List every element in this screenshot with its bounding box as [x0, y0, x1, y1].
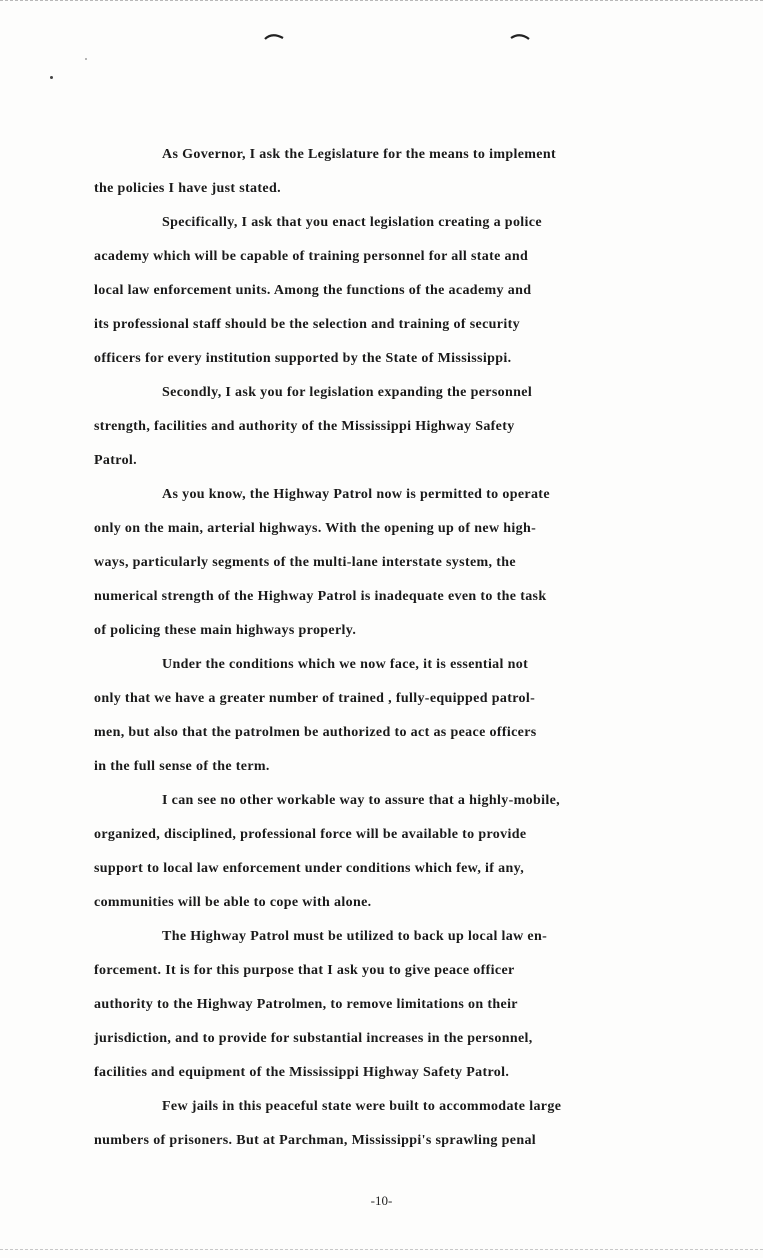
text-line: its professional staff should be the selection and training of security — [94, 317, 520, 332]
scan-bottom-border — [0, 1249, 763, 1250]
text-line: authority to the Highway Patrolmen, to remove limitations on their — [94, 997, 518, 1012]
text-line: local law enforcement units. Among the functions of the academy and — [94, 283, 532, 298]
text-line: As Governor, I ask the Legislature for the means to implement — [162, 147, 557, 162]
text-line: academy which will be capable of training personnel for all state and — [94, 249, 529, 264]
text-line: numbers of prisoners. But at Parchman, Mississippi's sprawling penal — [94, 1133, 537, 1148]
scan-top-border — [0, 0, 763, 1]
text-line: support to local law enforcement under conditions which few, if any, — [94, 861, 525, 876]
text-line: forcement. It is for this purpose that I ask you to give peace officer — [94, 963, 515, 978]
text-line: I can see no other workable way to assure that a highly-mobile, — [162, 793, 560, 808]
text-line: strength, facilities and authority of the Mississippi Highway Safety — [94, 419, 515, 434]
text-line: of policing these main highways properly. — [94, 623, 357, 638]
scan-speck — [85, 58, 87, 60]
text-line: facilities and equipment of the Mississippi Highway Safety Patrol. — [94, 1065, 510, 1080]
text-line: The Highway Patrol must be utilized to back up local law en- — [162, 929, 548, 944]
text-line: in the full sense of the term. — [94, 759, 270, 774]
paragraph — [94, 481, 654, 651]
paragraph — [94, 787, 654, 923]
binding-mark-left — [264, 31, 284, 41]
text-line: only that we have a greater number of trained , fully-equipped patrol- — [94, 691, 536, 706]
binding-mark-right — [510, 31, 530, 41]
text-line: Secondly, I ask you for legislation expanding the personnel — [162, 385, 533, 400]
text-line: numerical strength of the Highway Patrol is inadequate even to the task — [94, 589, 547, 604]
paragraph — [94, 209, 654, 379]
paragraph — [94, 1093, 654, 1161]
text-line: men, but also that the patrolmen be authorized to act as peace officers — [94, 725, 537, 740]
text-line: Specifically, I ask that you enact legislation creating a police — [162, 215, 542, 230]
document-body — [94, 141, 654, 1161]
paragraph — [94, 651, 654, 787]
text-line: only on the main, arterial highways. With the opening up of new high- — [94, 521, 537, 536]
scan-speck — [50, 76, 53, 79]
paragraph — [94, 923, 654, 1093]
text-line: communities will be able to cope with alone. — [94, 895, 372, 910]
page-number: -10- — [370, 1193, 393, 1208]
text-line: Few jails in this peaceful state were built to accommodate large — [162, 1099, 562, 1114]
text-line: organized, disciplined, professional force will be available to provide — [94, 827, 527, 842]
text-line: officers for every institution supported by the State of Mississippi. — [94, 351, 512, 366]
text-line: ways, particularly segments of the multi-lane interstate system, the — [94, 555, 516, 570]
paragraph — [94, 141, 654, 209]
text-line: Patrol. — [94, 453, 138, 468]
paragraph — [94, 379, 654, 481]
text-line: Under the conditions which we now face, it is essential not — [162, 657, 529, 672]
text-line: As you know, the Highway Patrol now is permitted to operate — [162, 487, 550, 502]
text-line: the policies I have just stated. — [94, 181, 281, 196]
text-line: jurisdiction, and to provide for substantial increases in the personnel, — [94, 1031, 533, 1046]
